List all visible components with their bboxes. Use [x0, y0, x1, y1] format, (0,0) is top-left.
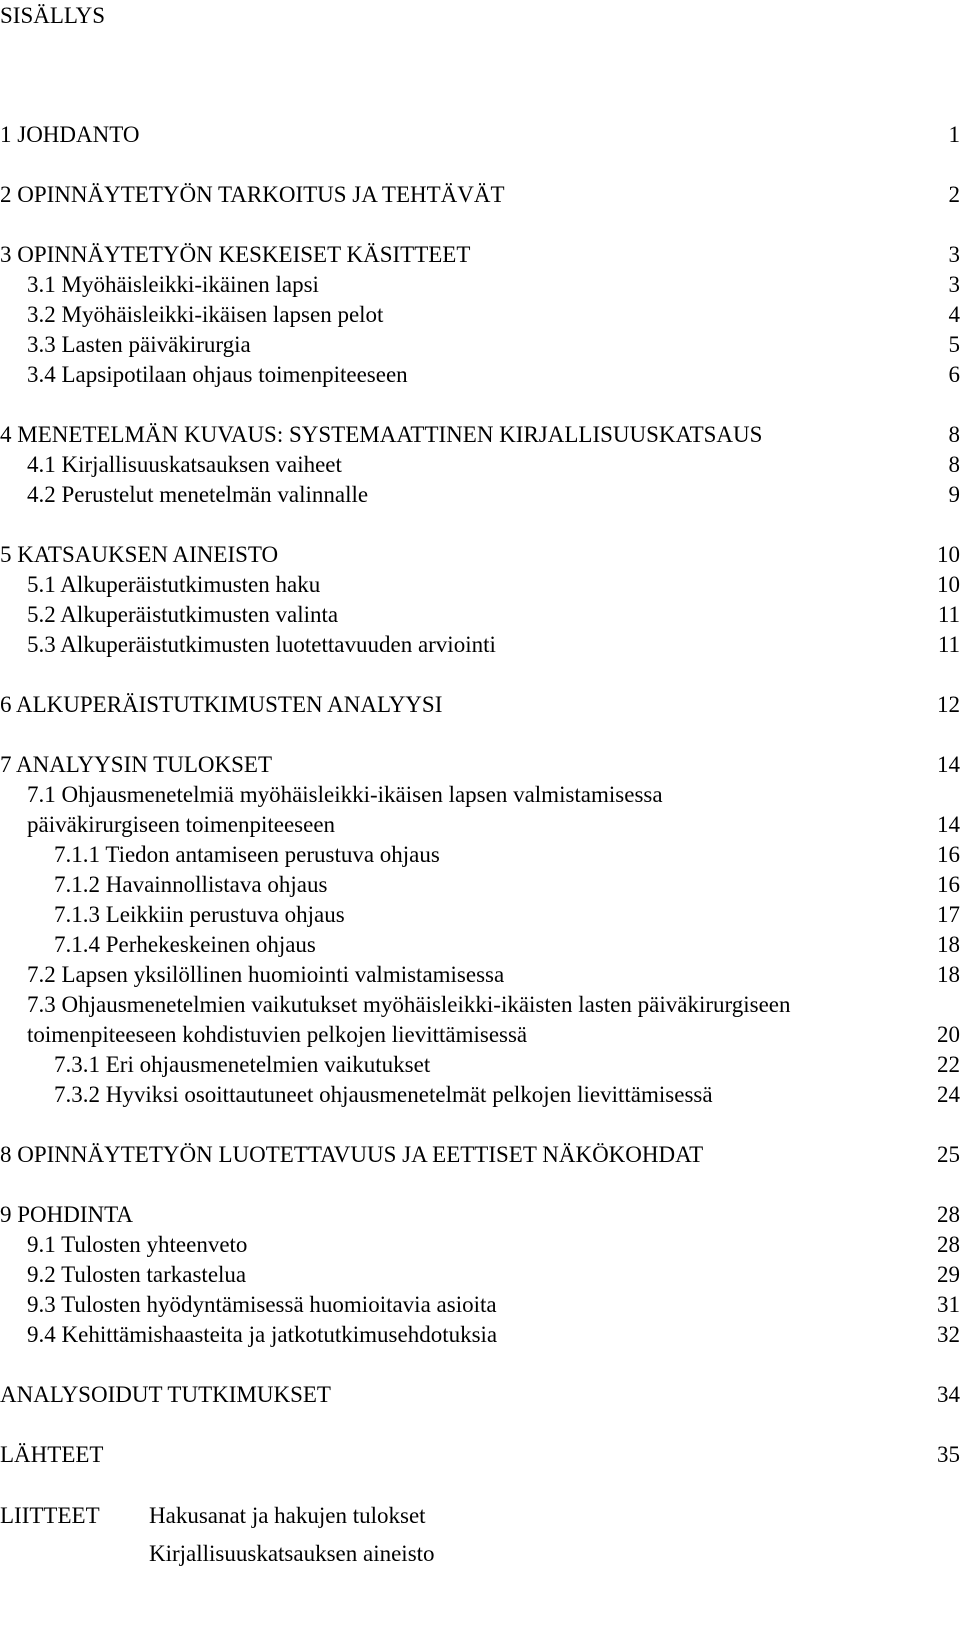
toc-entry-page: 16 [937, 842, 960, 867]
toc-entry-text: 3.4 Lapsipotilaan ohjaus toimenpiteeseen [27, 362, 408, 387]
toc-entry-page: 11 [937, 602, 960, 627]
toc-entry-page: 11 [937, 632, 960, 657]
toc-entry-page: 8 [948, 422, 960, 447]
toc-entry-page: 22 [937, 1052, 960, 1077]
toc-entry-text: 7.2 Lapsen yksilöllinen huomiointi valmistamisessa [27, 962, 505, 987]
toc-entry-page: 10 [937, 542, 960, 567]
toc-entry[interactable] [0, 809, 960, 840]
toc-entry-text: 4 MENETELMÄN KUVAUS: SYSTEMAATTINEN KIRJALLISUUSKATSAUS [0, 422, 763, 447]
attachment-item[interactable]: Kirjallisuuskatsauksen aineisto [149, 1541, 435, 1566]
toc-entry-page: 10 [937, 572, 960, 597]
toc-entry[interactable] [0, 1139, 960, 1170]
toc-entry-text: 5.3 Alkuperäistutkimusten luotettavuuden arviointi [27, 632, 496, 657]
toc-entry[interactable] [0, 419, 960, 450]
toc-entry-text: 3.3 Lasten päiväkirurgia [27, 332, 251, 357]
toc-entry-page: 28 [937, 1232, 960, 1257]
toc-entry[interactable] [0, 1379, 960, 1410]
toc-entry[interactable] [0, 1019, 960, 1050]
toc-entry-text: 2 OPINNÄYTETYÖN TARKOITUS JA TEHTÄVÄT [0, 182, 505, 207]
toc-entry-page: 18 [937, 962, 960, 987]
toc-entry[interactable] [0, 1319, 960, 1350]
toc-entry-text: 7.1.2 Havainnollistava ohjaus [54, 872, 328, 897]
toc-entry[interactable] [0, 629, 960, 660]
attachments-line [0, 1538, 960, 1569]
toc-entry-text: 9.3 Tulosten hyödyntämisessä huomioitavia asioita [27, 1292, 497, 1317]
toc-entry-page: 12 [937, 692, 960, 717]
toc-entry[interactable] [0, 539, 960, 570]
page-title: SISÄLLYS [0, 3, 106, 28]
toc-entry[interactable] [0, 359, 960, 390]
toc-entry-page: 29 [937, 1262, 960, 1287]
toc-entry-text: 5.1 Alkuperäistutkimusten haku [27, 572, 321, 597]
toc-entry-text: LÄHTEET [0, 1442, 104, 1467]
toc-entry-page: 14 [937, 812, 960, 837]
toc-title-line [0, 0, 960, 31]
toc-entry-text: 5.2 Alkuperäistutkimusten valinta [27, 602, 339, 627]
toc-entry-page: 34 [937, 1382, 960, 1407]
toc-entry[interactable] [0, 1289, 960, 1320]
toc-entry-text: 8 OPINNÄYTETYÖN LUOTETTAVUUS JA EETTISET NÄKÖKOHDAT [0, 1142, 704, 1167]
toc-entry[interactable] [0, 929, 960, 960]
toc-entry-text: 6 ALKUPERÄISTUTKIMUSTEN ANALYYSI [0, 692, 443, 717]
toc-entry-page: 17 [937, 902, 960, 927]
toc-entry-text: 9.4 Kehittämishaasteita ja jatkotutkimusehdotuksia [27, 1322, 498, 1347]
toc-entry-page: 28 [937, 1202, 960, 1227]
toc-entry-page: 25 [937, 1142, 960, 1167]
toc-entry-text: 7.3 Ohjausmenetelmien vaikutukset myöhäisleikki-ikäisten lasten päiväkirurgiseen [27, 992, 791, 1017]
toc-entry-page: 2 [948, 182, 960, 207]
toc-entry-text: päiväkirurgiseen toimenpiteeseen [27, 812, 336, 837]
toc-entry-text: 7.1 Ohjausmenetelmiä myöhäisleikki-ikäisen lapsen valmistamisessa [27, 782, 663, 807]
toc-entry[interactable] [0, 1259, 960, 1290]
toc-entry-page: 3 [948, 242, 960, 267]
toc-entry-text: ANALYSOIDUT TUTKIMUKSET [0, 1382, 331, 1407]
toc-entry-text: 7.3.2 Hyviksi osoittautuneet ohjausmenetelmät pelkojen lievittämisessä [54, 1082, 713, 1107]
toc-entry[interactable] [0, 749, 960, 780]
toc-entry-text: 9 POHDINTA [0, 1202, 133, 1227]
toc-entry[interactable] [0, 1229, 960, 1260]
toc-entry-text: 7.3.1 Eri ohjausmenetelmien vaikutukset [54, 1052, 431, 1077]
toc-entry-page: 5 [948, 332, 960, 357]
toc-entry-text: 9.1 Tulosten yhteenveto [27, 1232, 248, 1257]
toc-entry-text: 7.1.3 Leikkiin perustuva ohjaus [54, 902, 345, 927]
toc-entry[interactable] [0, 119, 960, 150]
toc-entry-text: 5 KATSAUKSEN AINEISTO [0, 542, 279, 567]
toc-entry-page: 8 [948, 452, 960, 477]
attachments-line [0, 1500, 960, 1531]
toc-entry-page: 31 [937, 1292, 960, 1317]
toc-entry-page: 14 [937, 752, 960, 777]
toc-entry-text: 3 OPINNÄYTETYÖN KESKEISET KÄSITTEET [0, 242, 471, 267]
toc-entry[interactable] [0, 869, 960, 900]
toc-entry[interactable] [0, 179, 960, 210]
toc-entry[interactable] [0, 449, 960, 480]
toc-entry-text: 4.1 Kirjallisuuskatsauksen vaiheet [27, 452, 342, 477]
toc-entry[interactable] [0, 269, 960, 300]
attachments-label: LIITTEET [0, 1503, 100, 1528]
toc-entry-text: 9.2 Tulosten tarkastelua [27, 1262, 247, 1287]
toc-entry-text: 4.2 Perustelut menetelmän valinnalle [27, 482, 369, 507]
toc-entry[interactable] [0, 329, 960, 360]
toc-entry-page: 24 [937, 1082, 960, 1107]
toc-entry-page: 6 [948, 362, 960, 387]
toc-entry-page: 3 [948, 272, 960, 297]
toc-entry-page: 16 [937, 872, 960, 897]
attachment-item[interactable]: Hakusanat ja hakujen tulokset [149, 1503, 426, 1528]
toc-entry-page: 18 [937, 932, 960, 957]
toc-entry[interactable] [0, 899, 960, 930]
toc-entry[interactable] [0, 569, 960, 600]
toc-entry-page: 32 [937, 1322, 960, 1347]
toc-entry-text: 1 JOHDANTO [0, 122, 140, 147]
toc-entry[interactable] [0, 599, 960, 630]
toc-entry[interactable] [0, 479, 960, 510]
toc-entry[interactable] [0, 959, 960, 990]
toc-entry-page: 35 [937, 1442, 960, 1467]
toc-entry[interactable] [0, 839, 960, 870]
toc-entry-text: 3.2 Myöhäisleikki-ikäisen lapsen pelot [27, 302, 384, 327]
toc-entry[interactable] [0, 989, 960, 1020]
toc-entry[interactable] [0, 299, 960, 330]
toc-entry-text: 7.1.1 Tiedon antamiseen perustuva ohjaus [54, 842, 440, 867]
toc-entry-page: 9 [948, 482, 960, 507]
toc-entry-text: 7.1.4 Perhekeskeinen ohjaus [54, 932, 316, 957]
toc-entry-text: 3.1 Myöhäisleikki-ikäinen lapsi [27, 272, 319, 297]
toc-entry[interactable] [0, 689, 960, 720]
toc-entry-text: toimenpiteeseen kohdistuvien pelkojen lievittämisessä [27, 1022, 528, 1047]
toc-entry[interactable] [0, 239, 960, 270]
toc-entry[interactable] [0, 1079, 960, 1110]
toc-entry-page: 20 [937, 1022, 960, 1047]
toc-entry[interactable] [0, 779, 960, 810]
toc-entry[interactable] [0, 1199, 960, 1230]
toc-entry-text: 7 ANALYYSIN TULOKSET [0, 752, 272, 777]
toc-entry[interactable] [0, 1439, 960, 1470]
toc-entry[interactable] [0, 1049, 960, 1080]
toc-entry-page: 1 [948, 122, 960, 147]
toc-entry-page: 4 [948, 302, 960, 327]
